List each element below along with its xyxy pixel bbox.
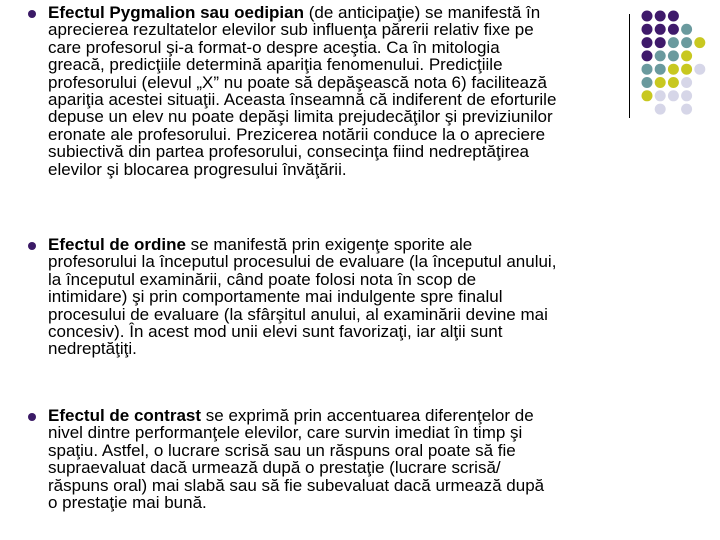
paragraph-text: (de anticipaţie) se manifestă în <box>304 3 541 22</box>
paragraph-line: concesiv). În acest mod unii elevi sunt favorizaţi, iar alţii sunt <box>48 322 503 342</box>
decorative-dot-purple <box>668 11 679 22</box>
decorative-dot-teal <box>655 50 666 61</box>
paragraph-line <box>48 407 544 424</box>
paragraph-line: care profesorul şi-a format-o despre aceştia. Ca în mitologia <box>48 37 500 57</box>
decorative-dot-lavender <box>668 90 679 101</box>
decorative-dot-lavender <box>681 90 692 101</box>
decorative-dot-purple <box>642 24 653 35</box>
bullet-icon <box>28 413 36 421</box>
paragraph-line <box>48 4 556 21</box>
decorative-dot-lavender <box>655 104 666 115</box>
bullet-paragraph <box>48 236 556 358</box>
decorative-dot-yellow <box>694 37 705 48</box>
decorative-dot-yellow <box>655 77 666 88</box>
paragraph-line: procesului de evaluare (la sfârşitul anului, al examinării devine mai <box>48 304 548 324</box>
divider-line <box>629 14 630 118</box>
paragraph-line: nedreptăţiţi. <box>48 339 137 359</box>
paragraph-line: profesorului (elevul „X” nu poate să depăşească nota 6) facilitează <box>48 72 547 92</box>
decorative-dot-purple <box>642 50 653 61</box>
bullet-paragraph <box>48 407 544 511</box>
paragraph-line: greacă, predicţiile determină apariţia fenomenului. Predicţiile <box>48 55 503 75</box>
effect-title: Efectul Pygmalion sau oedipian <box>48 3 304 22</box>
paragraph-line: o prestaţie mai bună. <box>48 493 207 513</box>
bullet-icon <box>28 242 36 250</box>
paragraph-line: profesorului la începutul procesului de evaluare (la începutul anului, <box>48 252 557 272</box>
decorative-dot-yellow <box>668 77 679 88</box>
paragraph-line: subiectivă din partea profesorului, consecinţa fiind nedreptăţirea <box>48 142 530 162</box>
bullet-paragraph <box>48 4 556 178</box>
decorative-dot-yellow <box>668 64 679 75</box>
decorative-dot-yellow <box>642 90 653 101</box>
decorative-dot-lavender <box>681 104 692 115</box>
decorative-dot-teal <box>668 50 679 61</box>
decorative-dot-purple <box>655 11 666 22</box>
decorative-dot-yellow <box>681 50 692 61</box>
paragraph-line: spaţiu. Astfel, o lucrare scrisă sau un răspuns oral poate să fie <box>48 440 516 460</box>
decorative-dot-purple <box>642 37 653 48</box>
paragraph-line: depuse un elev nu poate depăşi limita prejudecăţilor şi previziunilor <box>48 107 553 127</box>
decorative-dot-lavender <box>655 90 666 101</box>
decorative-dot-teal <box>668 37 679 48</box>
decorative-dot-purple <box>655 24 666 35</box>
paragraph-line: eronate ale profesorului. Prezicerea notării conduce la o apreciere <box>48 124 546 144</box>
decorative-dot-teal <box>681 24 692 35</box>
decorative-dot-purple <box>642 11 653 22</box>
paragraph-line: nivel dintre performanţele elevilor, care survin imediat în timp şi <box>48 423 523 443</box>
paragraph-line: aprecierea rezultatelor elevilor sub influenţa părerii relativ fixe pe <box>48 20 534 40</box>
effect-title: Efectul de contrast <box>48 406 202 425</box>
effect-title: Efectul de ordine <box>48 235 186 254</box>
paragraph-line: răspuns oral) mai slabă sau să fie subevaluat dacă urmează după <box>48 475 545 495</box>
paragraph-text: se manifestă prin exigenţe sporite ale <box>185 235 473 254</box>
decorative-dot-teal <box>681 37 692 48</box>
decorative-dot-lavender <box>694 64 705 75</box>
paragraph-line: apariţia acestei situaţii. Aceasta înseamnă că indiferent de eforturile <box>48 90 557 110</box>
paragraph-line: intimidare) şi prin comportamente mai indulgente spre finalul <box>48 287 503 307</box>
paragraph-line <box>48 236 556 253</box>
paragraph-line: la începutul examinării, când poate folosi nota în scop de <box>48 269 477 289</box>
bullet-icon <box>28 10 36 18</box>
paragraph-line: elevilor şi blocarea progresului învăţării. <box>48 159 347 179</box>
decorative-dot-lavender <box>681 77 692 88</box>
decorative-dot-purple <box>655 37 666 48</box>
decorative-dot-teal <box>642 77 653 88</box>
decorative-dot-yellow <box>681 64 692 75</box>
paragraph-text: se exprimă prin accentuarea diferenţelor de <box>201 406 534 425</box>
decorative-dot-teal <box>642 64 653 75</box>
decorative-dot-teal <box>655 64 666 75</box>
decorative-dot-purple <box>668 24 679 35</box>
paragraph-line: supraevaluat dacă urmează după o prestaţie (lucrare scrisă/ <box>48 458 501 478</box>
